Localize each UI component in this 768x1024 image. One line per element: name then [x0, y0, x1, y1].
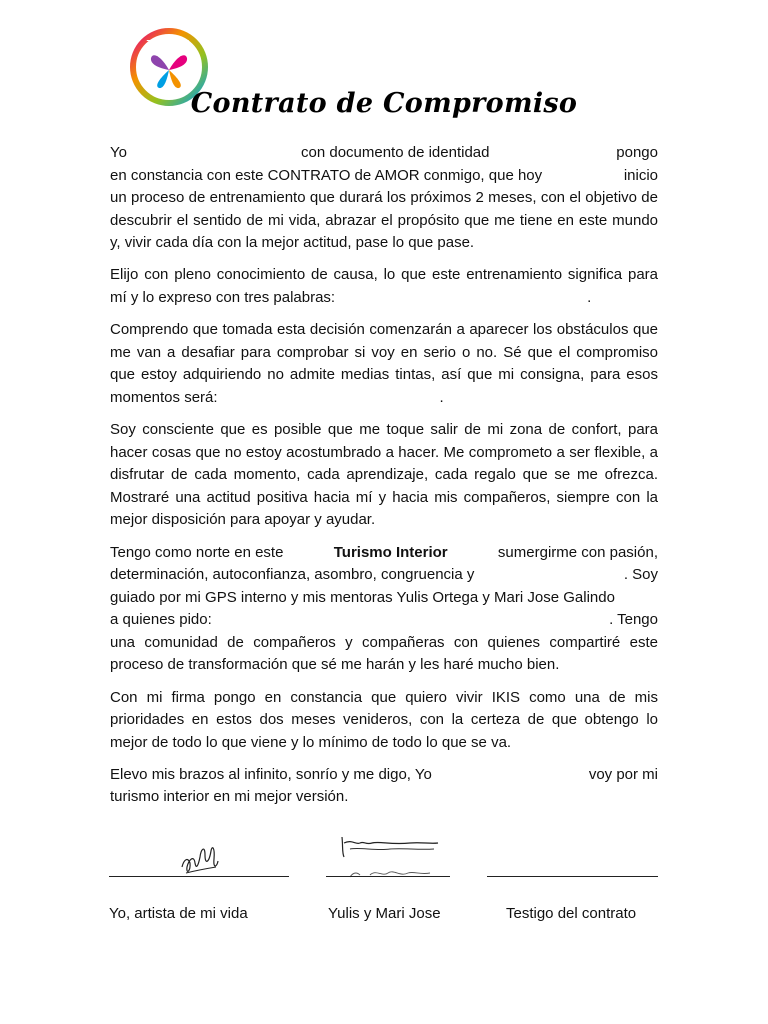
text: Comprendo que tomada esta decisión comenzarán a aparecer los obstáculos que me van a desafiar para comprobar si voy en serio o no. Sé que el compromiso que estoy adquiriendo no admite medias tintas, así que mi consigna, para esos momentos será:	[110, 321, 658, 406]
text: . Tengo	[609, 611, 658, 629]
text: . Soy	[623, 566, 658, 584]
text: voy por mi	[588, 765, 658, 783]
signature-label-3: Testigo del contrato	[506, 905, 637, 922]
text: Yo	[110, 144, 127, 161]
text: una comunidad de compañeros y compañeras con quienes compartiré este proceso de transformación que sé me harán y les haré mucho bien.	[110, 633, 658, 674]
text: Tengo como norte en este	[110, 543, 284, 561]
text: pongo	[616, 144, 658, 161]
signature-line-1	[109, 875, 289, 877]
paragraph-4: Soy consciente que es posible que me toque salir de mi zona de confort, para hacer cosas que no estoy acostumbrado a hacer. Me comprometo a ser flexible, a disfrutar de cada momento, cada aprendizaje, cada regalo que se me ofrezca. Mostraré una actitud positiva hacia mí y hacia mis compañeros, siempre con la mejor disposición para apoyar y ayudar.	[110, 421, 658, 529]
text: un proceso de entrenamiento que durará los próximos 2 meses, con el objetivo de descubrir el sentido de mi vida, abrazar el propósito que me tiene en este mundo y, vivir cada día con la mejor actitud, pase lo que pase.	[110, 189, 658, 252]
text: en constancia con este CONTRATO de AMOR conmigo, que hoy	[110, 166, 543, 184]
signature-label-1: Yo, artista de mi vida	[109, 905, 248, 922]
paragraph-3	[110, 319, 658, 409]
text: turismo interior en mi mejor versión.	[110, 788, 349, 806]
signature-area	[0, 825, 768, 935]
text: Elijo con pleno conocimiento de causa, lo que este entrenamiento significa para mí y lo expreso con tres palabras:	[110, 266, 658, 307]
text: con documento de identidad	[301, 144, 490, 161]
text: sumergirme con pasión,	[497, 543, 658, 561]
text: .	[587, 289, 592, 307]
text: .	[439, 388, 444, 406]
signature-line-3	[487, 875, 658, 877]
text: inicio	[623, 166, 658, 184]
paragraph-1	[110, 142, 658, 255]
text: Elevo mis brazos al infinito, sonrío y me digo, Yo	[110, 765, 432, 783]
text: determinación, autoconfianza, asombro, congruencia y	[110, 566, 475, 584]
paragraph-6: Con mi firma pongo en constancia que quiero vivir IKIS como una de mis prioridades en estos dos meses venideros, con la certeza de que obtengo lo mejor de todo lo que viene y lo mínimo de todo lo que se va.	[110, 688, 658, 751]
text: guiado por mi GPS interno y mis mentoras Yulis Ortega y Mari Jose Galindo	[110, 588, 615, 606]
contract-body	[110, 142, 658, 819]
signature-line-2	[326, 875, 450, 877]
svg-text:TUMAFACIL: TUMAFACIL	[146, 39, 192, 47]
paragraph-5	[110, 542, 658, 678]
signature-label-2: Yulis y Mari Jose	[328, 905, 441, 922]
paragraph-2	[110, 264, 658, 309]
paragraph-7	[110, 764, 658, 809]
text-bold: Turismo Interior	[333, 543, 448, 561]
page-title: Contrato de Compromiso	[190, 88, 578, 119]
text: a quienes pido:	[110, 611, 212, 629]
